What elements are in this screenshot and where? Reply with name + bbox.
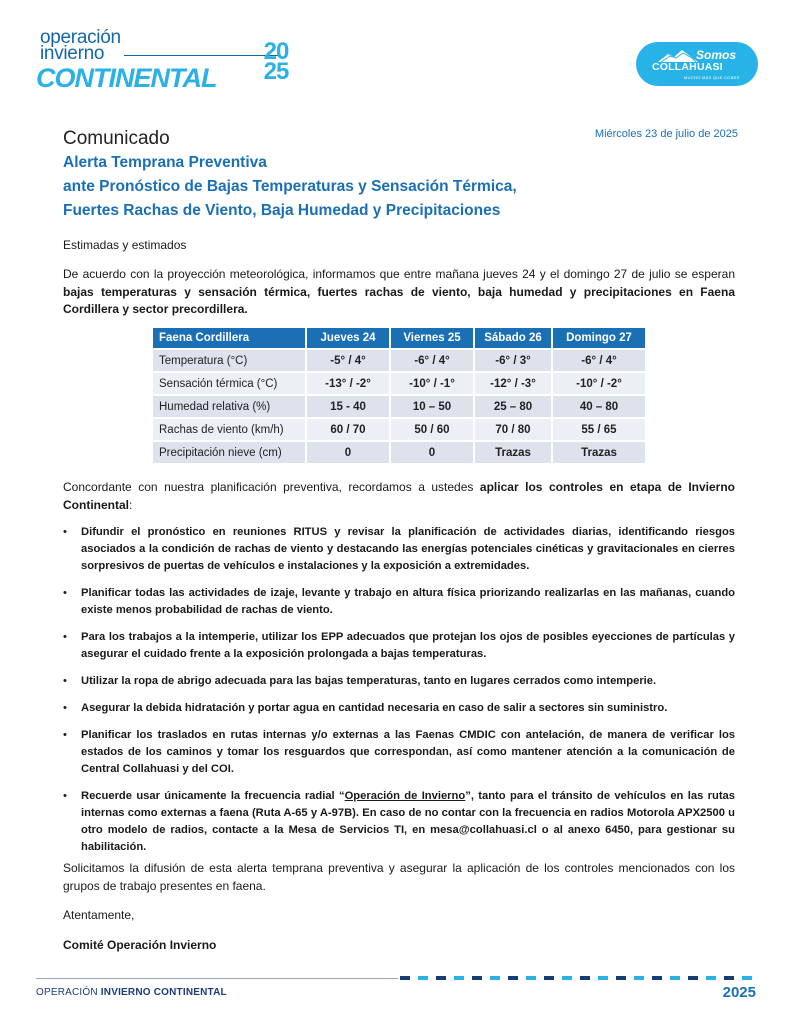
table-cell: 0 (307, 442, 389, 463)
concord-paragraph (63, 479, 735, 514)
list-item-text: Difundir el pronóstico en reuniones RITUS y revisar la planificación de actividades diarias, identificando riesgos asociados a la condición de rachas de viento y destacando las energías potenciales cinéticas y gravitacionales en cierres sorpresivos de puertas de vehículos e instalaciones y la exposición a extremidades. (81, 526, 735, 572)
table-cell: Trazas (475, 442, 551, 463)
logo-line1: operación (40, 27, 121, 48)
title-line-3: Fuertes Rachas de Viento, Baja Humedad y Precipitaciones (63, 202, 501, 219)
logo-year-top: 20 (263, 38, 289, 65)
partner-somos: Somos (696, 48, 737, 62)
greeting: Estimadas y estimados (63, 238, 187, 252)
logo-line2: invierno (40, 43, 105, 64)
table-cell: 0 (391, 442, 473, 463)
table-cell: 70 / 80 (475, 419, 551, 440)
collahuasi-logo (636, 42, 758, 86)
table-cell: 55 / 65 (553, 419, 645, 440)
controls-list (63, 524, 735, 866)
mountain-icon (658, 48, 698, 62)
closing-paragraph: Solicitamos la difusión de esta alerta temprana preventiva y asegurar la aplicación de los controles mencionados con los grupos de trabajo presentes en faena. (63, 861, 735, 893)
table-cell: 25 – 80 (475, 396, 551, 417)
intro-plain: De acuerdo con la proyección meteorológica, informamos que entre mañana jueves 24 y el domingo 27 de julio se esperan (63, 267, 735, 281)
row-label: Sensación térmica (°C) (153, 373, 305, 394)
list-item-text: Para los trabajos a la intemperie, utilizar los EPP adecuados que protejan los ojos de posibles eyecciones de partículas y asegurar el cuidado frente a la exposición prolongada a bajas temperaturas. (81, 631, 735, 660)
list-item (63, 629, 735, 663)
radio-frequency-name: Operación de Invierno (344, 790, 466, 802)
concord-plain: Concordante con nuestra planificación preventiva, recordamos a ustedes (63, 480, 480, 494)
table-row (153, 442, 645, 463)
table-cell: -6° / 4° (391, 350, 473, 371)
list-item-text: Utilizar la ropa de abrigo adecuada para las bajas temperaturas, tanto en lugares cerrados como intemperie. (81, 675, 657, 687)
table-cell: 10 – 50 (391, 396, 473, 417)
bullet-icon: • (63, 729, 67, 741)
table-header-cell: Viernes 25 (391, 328, 473, 348)
logo-year-bottom: 25 (263, 58, 289, 85)
table-cell: -10° / -1° (391, 373, 473, 394)
list-item-text: Asegurar la debida hidratación y portar agua en cantidad necesaria en caso de salir a sectores sin suministro. (81, 702, 668, 714)
footer-divider (36, 978, 398, 979)
last-item-pre: Recuerde usar únicamente la frecuencia radial “ (81, 790, 345, 802)
table-cell: Trazas (553, 442, 645, 463)
forecast-table (151, 326, 647, 465)
bullet-icon: • (63, 631, 67, 643)
table-row (153, 396, 645, 417)
table-row (153, 373, 645, 394)
table-header-cell: Domingo 27 (553, 328, 645, 348)
document-heading: Comunicado (63, 128, 170, 149)
footer-brand-bold: INVIERNO CONTINENTAL (100, 987, 227, 998)
list-item (63, 585, 735, 619)
list-item-text: Planificar los traslados en rutas internas y/o externas a las Faenas CMDIC con antelación, de manera de verificar los estados de los caminos y tomar los resguardos que correspondan, así como mantener atención a la comunicación de Central Collahuasi y del COI. (81, 729, 735, 775)
list-item (63, 788, 735, 856)
footer-year: 2025 (722, 984, 756, 1001)
concord-bold: aplicar los controles en etapa de Invierno Continental (63, 480, 736, 512)
partner-name: COLLAHUASI (652, 61, 723, 73)
table-header-cell: Faena Cordillera (153, 328, 305, 348)
bullet-icon: • (63, 675, 67, 687)
row-label: Rachas de viento (km/h) (153, 419, 305, 440)
table-cell: -6° / 4° (553, 350, 645, 371)
footer-brand (36, 987, 227, 998)
bullet-icon: • (63, 587, 67, 599)
partner-tagline: MUCHO MÁS QUE COBRE (684, 75, 740, 80)
table-cell: 15 - 40 (307, 396, 389, 417)
table-cell: -10° / -2° (553, 373, 645, 394)
document-date: Miércoles 23 de julio de 2025 (594, 128, 738, 140)
bullet-icon: • (63, 526, 67, 538)
logo-year (254, 38, 298, 85)
table-header-cell: Jueves 24 (307, 328, 389, 348)
farewell: Atentamente, (63, 908, 135, 922)
concord-end: : (129, 497, 133, 512)
list-item (63, 524, 735, 575)
list-item (63, 673, 735, 690)
table-cell: 40 – 80 (553, 396, 645, 417)
row-label: Precipitación nieve (cm) (153, 442, 305, 463)
table-cell: -5° / 4° (307, 350, 389, 371)
table-row (153, 419, 645, 440)
last-item-post: ”, tanto para el tránsito de vehículos en las rutas internas como externas a faena (Ruta A-65 y A-97B). En caso de no contar con la frecuencia en radios Motorola APX2500 u otro modelo de radios, contacte a la Mesa de Servicios TI, en mesa@collahuasi.cl o al anexo 6450, para gestionar su habilitación. (81, 790, 735, 853)
logo-line3: CONTINENTAL (36, 63, 217, 93)
list-item (63, 700, 735, 717)
row-label: Humedad relativa (%) (153, 396, 305, 417)
operacion-invierno-logo (36, 28, 298, 96)
footer-dash-pattern (400, 976, 758, 981)
bullet-icon: • (63, 790, 67, 802)
table-header-row (153, 328, 645, 348)
title-line-1: Alerta Temprana Preventiva (63, 154, 267, 171)
intro-paragraph (63, 266, 735, 319)
table-cell: 60 / 70 (307, 419, 389, 440)
signature: Comité Operación Invierno (63, 938, 217, 952)
table-cell: -12° / -3° (475, 373, 551, 394)
table-cell: 50 / 60 (391, 419, 473, 440)
table-row (153, 350, 645, 371)
list-item-text: Planificar todas las actividades de izaje, levante y trabajo en altura física priorizando realizarlas en las mañanas, cuando existe menos probabilidad de rachas de viento. (81, 587, 735, 616)
intro-bold: bajas temperaturas y sensación térmica, fuertes rachas de viento, baja humedad y precipitaciones en Faena Cordillera y sector precordillera. (63, 284, 735, 316)
table-cell: -6° / 3° (475, 350, 551, 371)
table-cell: -13° / -2° (307, 373, 389, 394)
footer-brand-light: OPERACIÓN (36, 987, 101, 998)
table-header-cell: Sábado 26 (475, 328, 551, 348)
list-item (63, 727, 735, 778)
title-line-2: ante Pronóstico de Bajas Temperaturas y Sensación Térmica, (63, 178, 517, 195)
row-label: Temperatura (°C) (153, 350, 305, 371)
bullet-icon: • (63, 702, 67, 714)
